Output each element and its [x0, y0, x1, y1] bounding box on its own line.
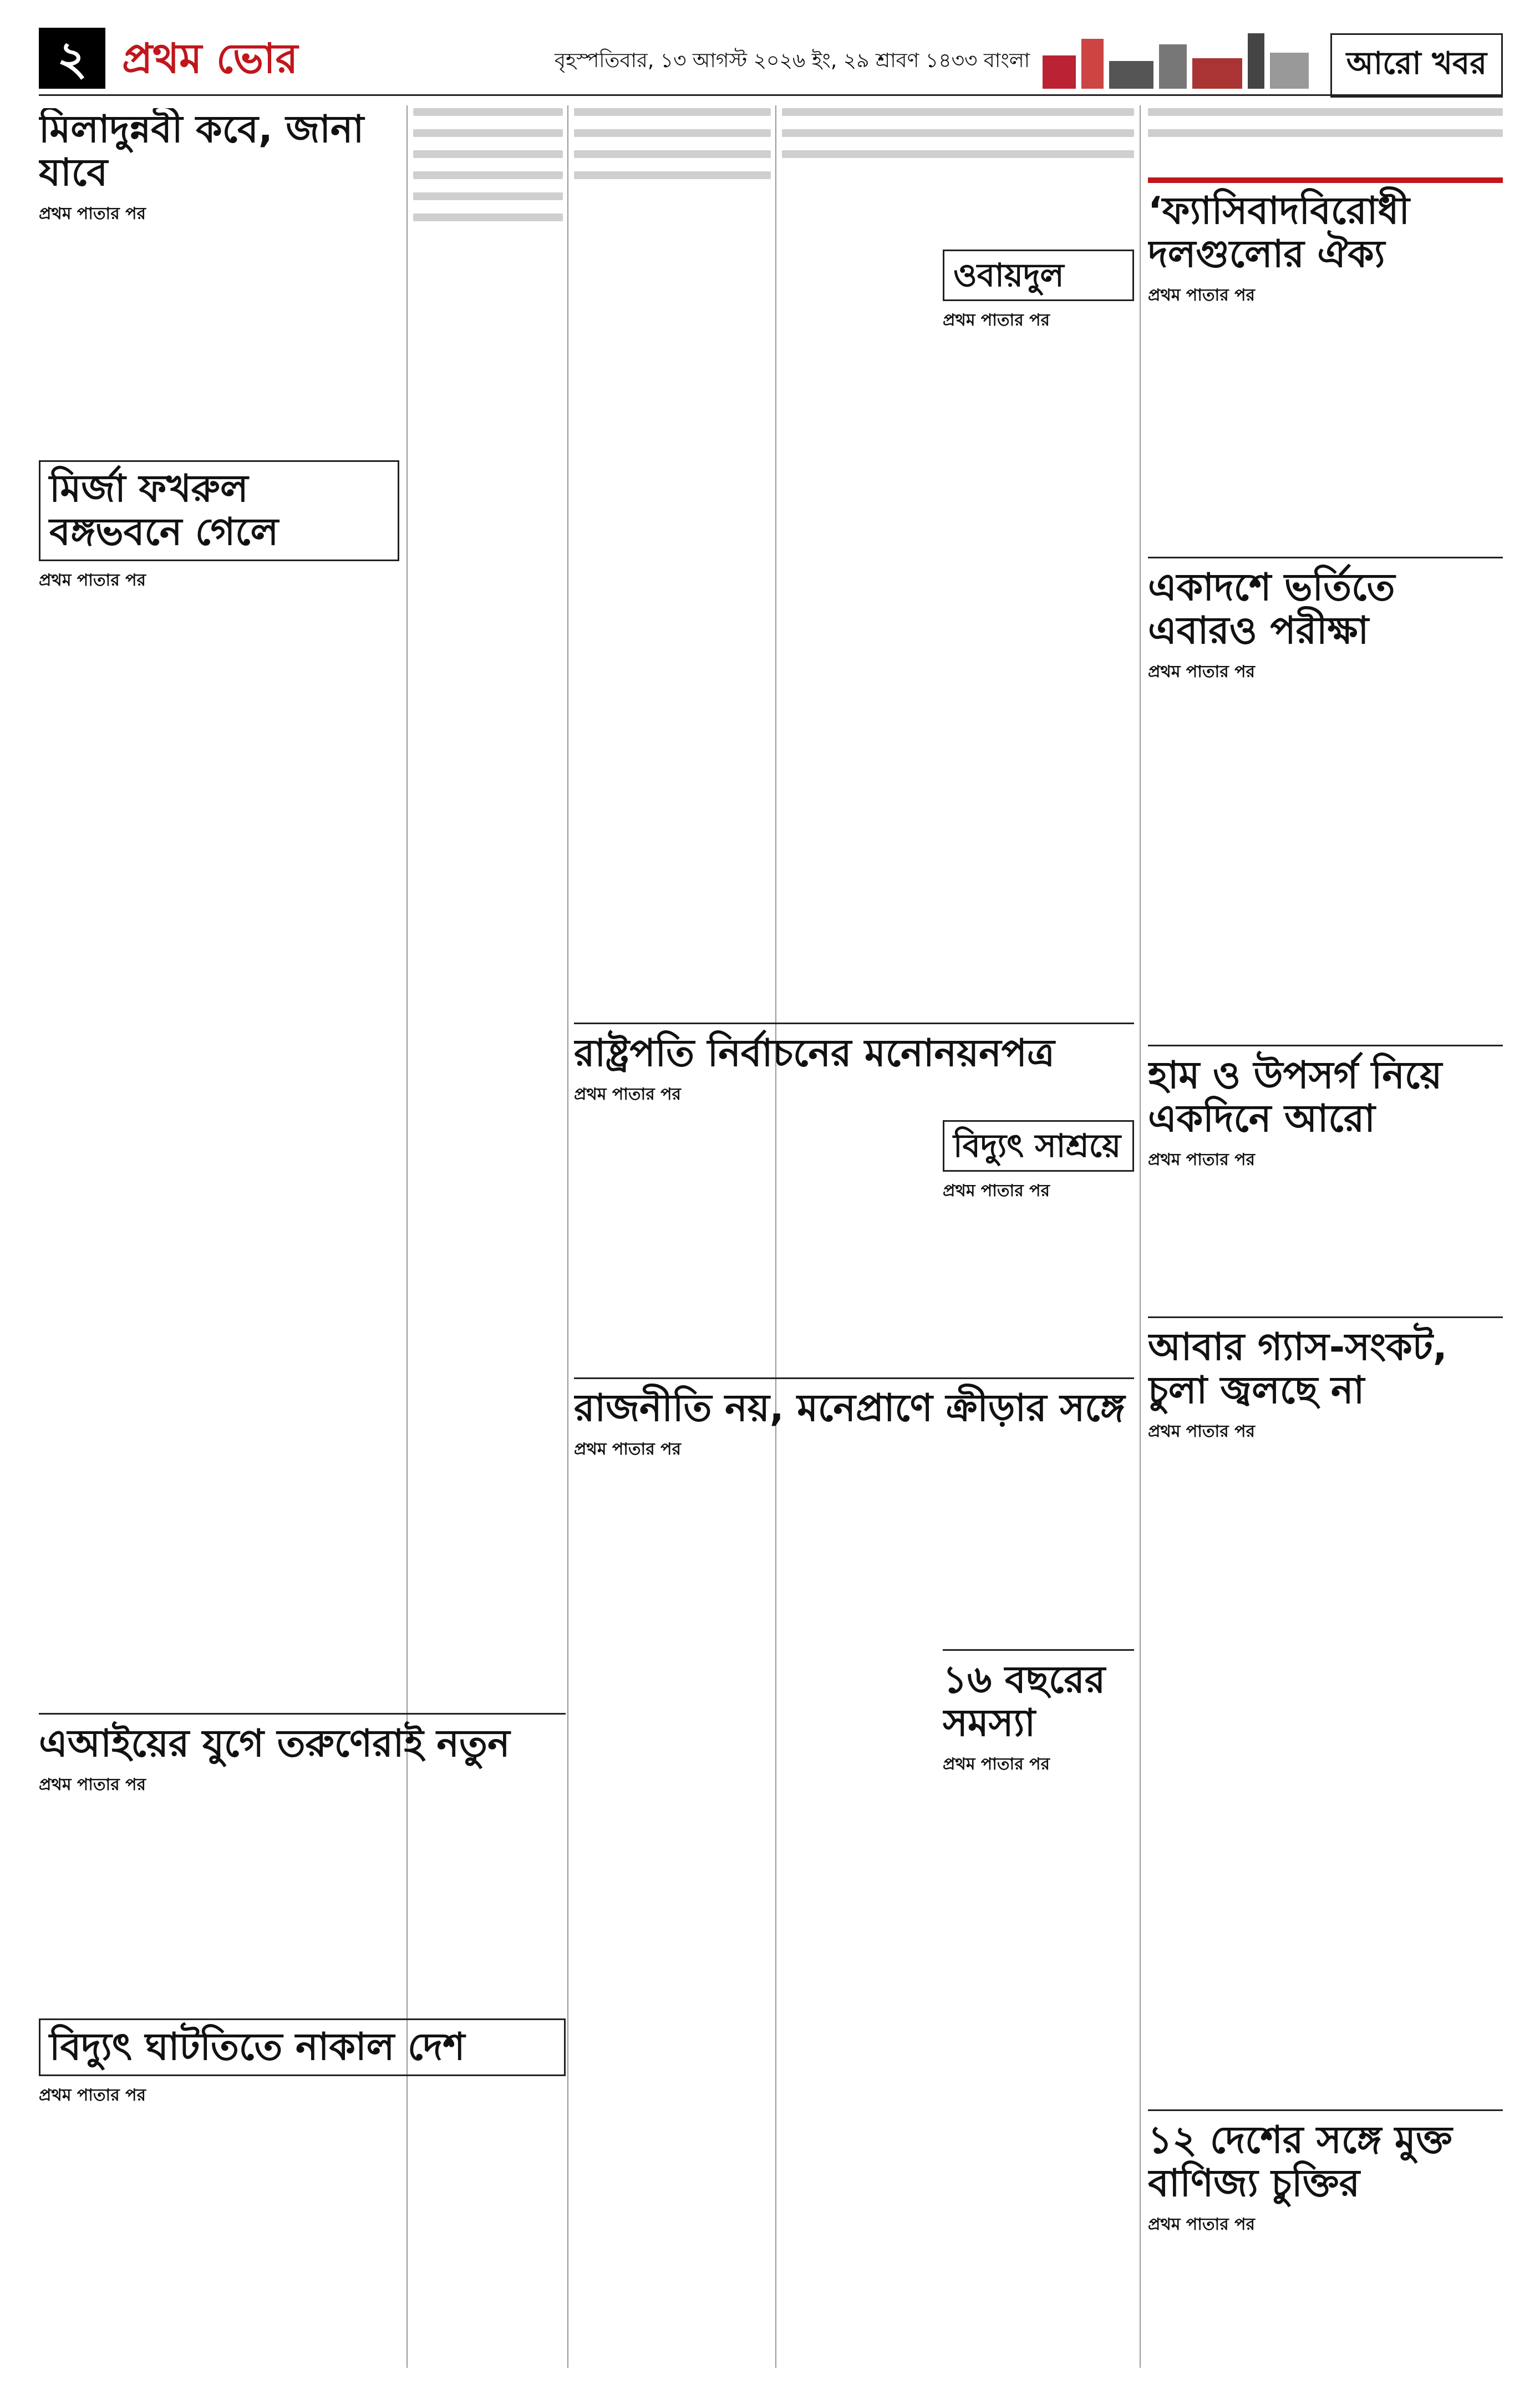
article-headline: রাষ্ট্রপতি নির্বাচনের মনোনয়নপত্র [574, 1031, 1055, 1075]
article-trade [1148, 2102, 1503, 2373]
skyline-illustration-icon [1037, 28, 1314, 90]
article-headline: ওবায়দুল [943, 250, 1134, 301]
text-line [1148, 108, 1503, 116]
continued-label: প্রথম পাতার পর [574, 1085, 682, 1105]
text-line [782, 129, 1134, 137]
article-headline: আবার গ্যাস-সংকট, চুলা জ্বলছে না [1148, 1325, 1447, 1413]
article-headline: ১২ দেশের সঙ্গে মুক্ত বাণিজ্য চুক্তির [1148, 2118, 1452, 2206]
column-rule [1140, 105, 1141, 2368]
divider [943, 1649, 1134, 1651]
text-column [413, 108, 563, 1694]
text-line [413, 108, 563, 116]
divider [1148, 557, 1503, 558]
article-sixteen [943, 1641, 1134, 2373]
dateline: বৃহস্পতিবার, ১৩ আগস্ট ২০২৬ ইং, ২৯ শ্রাবণ ১৪৩৩ বাংলা [555, 49, 1030, 72]
text-line [413, 171, 563, 179]
divider [1148, 2109, 1503, 2111]
text-line [413, 192, 563, 200]
continued-label: প্রথম পাতার পর [1148, 662, 1256, 682]
continued-label: প্রথম পাতার পর [574, 1440, 682, 1460]
article-obaidul [943, 250, 1134, 1009]
continued-label: প্রথম পাতার পর [943, 1181, 1050, 1201]
article-headline: রাজনীতি নয়, মনেপ্রাণে ক্রীড়ার সঙ্গে [574, 1386, 1125, 1430]
accent-bar [1148, 177, 1503, 183]
divider [1148, 1045, 1503, 1046]
text-line [782, 150, 1134, 158]
column-rule [567, 105, 568, 2368]
masthead [39, 22, 1503, 96]
continued-label: প্রথম পাতার পর [39, 1775, 146, 1795]
continued-label: প্রথম পাতার পর [39, 571, 146, 591]
text-line [574, 150, 771, 158]
article-power-cut [39, 2018, 566, 2373]
continued-label: প্রথম পাতার পর [39, 2086, 146, 2106]
continued-label: প্রথম পাতার পর [1148, 1422, 1256, 1442]
article-headline: মিলাদুন্নবী কবে, জানা যাবে [39, 108, 364, 195]
article-headline: ১৬ বছরের সমস্যা [943, 1658, 1106, 1746]
text-line [574, 108, 771, 116]
article-headline: ‘ফ্যাসিবাদবিরোধী দলগুলোর ঐক্য [1148, 189, 1410, 277]
text-line [413, 129, 563, 137]
continued-label: প্রথম পাতার পর [1148, 1150, 1256, 1170]
text-line [1148, 129, 1503, 137]
text-line [574, 171, 771, 179]
newspaper-logo: প্রথম ভোর [122, 35, 298, 83]
article-antifascist [1148, 177, 1503, 543]
article-milad [39, 108, 399, 452]
continued-label: প্রথম পাতার পর [943, 1755, 1050, 1774]
article-headline: বিদ্যুৎ ঘাটতিতে নাকাল দেশ [39, 2018, 566, 2076]
continued-label: প্রথম পাতার পর [1148, 2215, 1256, 2235]
article-gas [1148, 1309, 1503, 2096]
divider [574, 1023, 1134, 1024]
divider [39, 1713, 566, 1715]
article-headline: হাম ও উপসর্গ নিয়ে একদিনে আরো [1148, 1054, 1442, 1141]
article-measles [1148, 1037, 1503, 1336]
divider [1148, 1316, 1503, 1318]
text-column [574, 108, 771, 1006]
article-headline: বিদ্যুৎ সাশ্রয়ে [943, 1120, 1134, 1172]
text-line [413, 213, 563, 221]
section-label: আরো খবর [1330, 33, 1503, 98]
page-number: ২ [39, 28, 105, 89]
article-headline: একাদশে ভর্তিতে এবারও পরীক্ষা [1148, 566, 1395, 653]
article-admission [1148, 549, 1503, 1037]
article-ai [39, 1705, 566, 1994]
text-line [782, 108, 1134, 116]
text-line [413, 150, 563, 158]
continued-label: প্রথম পাতার পর [39, 204, 146, 224]
article-headline: এআইয়ের যুগে তরুণেরাই নতুন [39, 1722, 510, 1766]
text-line [574, 129, 771, 137]
article-headline: মির্জা ফখরুল বঙ্গভবনে গেলে [39, 460, 399, 561]
continued-label: প্রথম পাতার পর [1148, 286, 1256, 306]
continued-label: প্রথম পাতার পর [943, 310, 1050, 330]
